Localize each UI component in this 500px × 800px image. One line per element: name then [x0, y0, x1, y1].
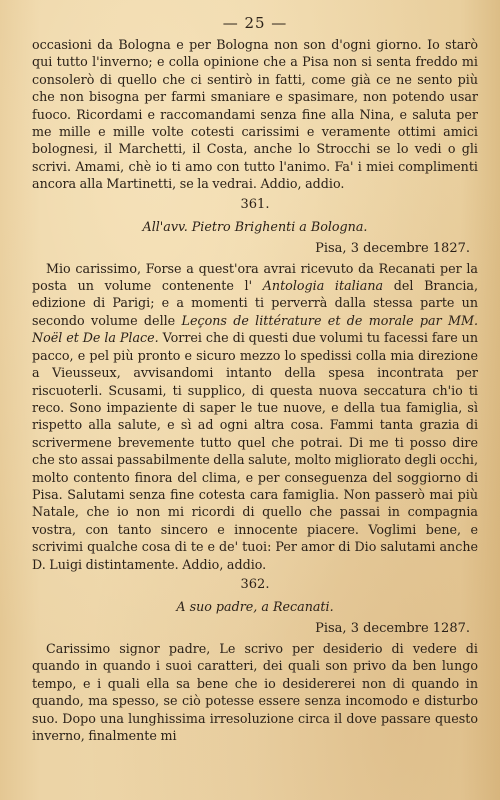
letter-body-361-part1: Mio carissimo, Forse a quest'ora avrai ricevuto da Recanati per la posta un volume contenente l': [32, 260, 478, 294]
letter-dateline-361: Pisa, 3 decembre 1827.: [315, 240, 470, 256]
letter-addressee-361: All'avv. Pietro Brighenti a Bologna.: [142, 218, 368, 234]
lecons-title: Leçons de littérature et de morale par MM. Noël et De la Place.: [32, 312, 479, 346]
continuation-paragraph: occasioni da Bologna e per Bologna non son d'ogni giorno. Io starò qui tutto l'inverno; e colla opinione che a Pisa non si senta freddo mi consolerò di quello che ci sentirò in fatti, come già ce ne sento più che non bisogna per farmi smaniare e spasimare, non potendo usar fuoco. Ricordami e raccomandami senza fine alla Nina, e saluta per me mille e mille volte cotesti carissimi e veramente ottimi amici bolognesi, il Marchetti, il Costa, anche lo Strocchi se lo vedi o gli scrivi. Amami, chè io ti amo con tutto l'animo. Fa' i miei complimenti ancora alla Martinetti, se la vedrai. Addio, addio.: [32, 37, 478, 192]
letter-body-361-part3: Vorrei che di questi due volumi tu facessi fare un pacco, e pel più pronto e sicuro mezzo lo spedissi colla mia direzione a Vieusseux, avvisandomi intanto della spesa incontrata per riscuoterli. Scusami, ti supplico, di questa nuova seccatura ch'io ti reco. Sono impaziente di saper le tue nuove, e della tua famiglia, sì rispetto alla salute, e sì ad ogni altra cosa. Fammi tanta grazia di scrivermene brevemente tutto quel che potrai. Di me ti posso dire che sto assai passabilmente della salute, molto migliorato degli occhi, molto contento finora del clima, e per conseguenza del soggiorno di Pisa. Salutami senza fine cotesta cara famiglia. Non passerò mai più Natale, che io non mi ricordi di quello che passai in compagnia vostra, con tanto sincero e innocente piacere. Voglimi bene, e scrivimi qualche cosa di te e de' tuoi: Per amor di Dio salutami anche D. Luigi distintamente. Addio, addio.: [32, 330, 478, 572]
letter-body-362: Carissimo signor padre, Le scrivo per desiderio di vedere di quando in quando i suoi caratteri, dei quali son privo da ben lungo tempo, e i quali ella sa bene che io desidererei non di quando in quando, ma spesso, se ciò potesse essere senza incomodo e disturbo suo. Dopo una lunghissima irresoluzione circa il dove passare questo inverno, finalmente mi: [32, 640, 478, 743]
letter-body-361-part2: del Brancia, edizione di Parigi; e a momenti ti perverrà dalla stessa parte un secondo volume delle: [32, 278, 478, 328]
letter-addressee-362: A suo padre, a Recanati.: [176, 598, 334, 614]
letter-dateline-362: Pisa, 3 decembre 1287.: [315, 620, 470, 636]
letter-number-362: 362.: [240, 576, 270, 592]
page-number: — 25 —: [222, 14, 288, 32]
antologia-title: Antologia italiana: [262, 278, 384, 294]
letter-number-361: 361.: [240, 196, 270, 212]
letter-body-361: [32, 260, 478, 573]
